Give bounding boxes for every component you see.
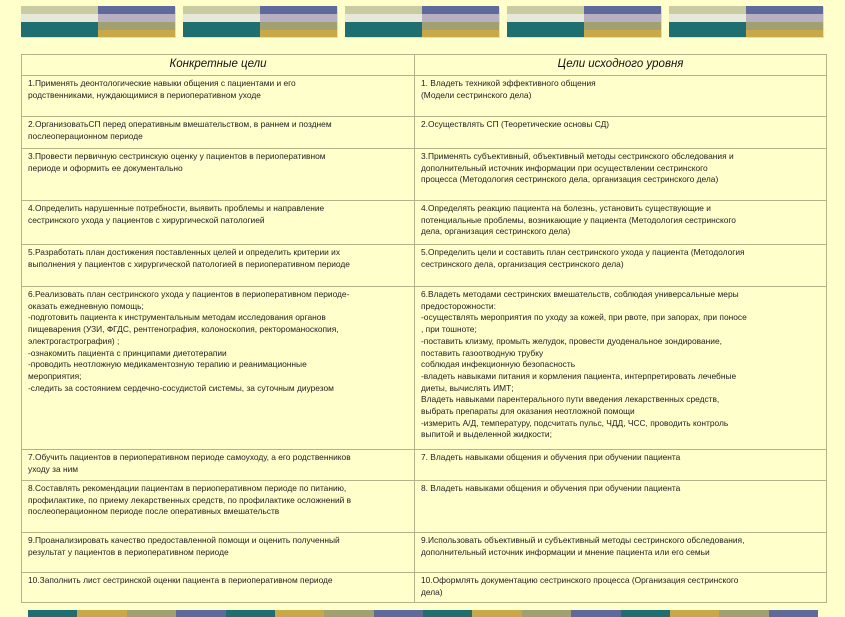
specific-goal-cell: 9.Проанализировать качество предоставленной помощи и оценить полученный результат у пациентов в периоперативном периоде xyxy=(22,533,415,573)
specific-goal-cell: 2.ОрганизоватьСП перед оперативным вмешательством, в раннем и позднем послеоперационном периоде xyxy=(22,117,415,149)
header-decoration-2 xyxy=(183,6,337,37)
header-decoration-3 xyxy=(345,6,499,37)
specific-goal-cell: 8.Составлять рекомендации пациентам в периоперативном периоде по питанию, профилактике, по приему лекарственных средств, по профилактике осложнений в послеоперационном периоде после оперативных вмешательств xyxy=(22,481,415,533)
specific-goal-cell: 10.Заполнить лист сестринской оценки пациента в периоперативном периоде xyxy=(22,573,415,603)
baseline-goal-cell: 4.Определять реакцию пациента на болезнь, установить существующие и потенциальные проблемы, возникающие у пациента (Методология сестринского дела, организация сестринского дела) xyxy=(415,201,827,245)
goals-table xyxy=(21,54,827,603)
baseline-goal-cell: 5.Определить цели и составить план сестринского ухода у пациента (Методология сестринского дела, организация сестринского дела) xyxy=(415,245,827,287)
table-row xyxy=(22,201,827,245)
table-row xyxy=(22,76,827,117)
specific-goal-cell: 6.Реализовать план сестринского ухода у пациентов в периоперативном периоде- оказать ежедневную помощь; -подготовить пациента к инструментальным методам исследования органов пищеварения (УЗИ, ФГДС, рентгенография, колоноскопия, ректороманоскопия, электрогастрография) ; -ознакомить пациента с принципами диетотерапии -проводить неотложную медикаментозную терапию и реанимационные мероприятия; -следить за состоянием сердечно-сосудистой системы, за суточным диурезом xyxy=(22,287,415,450)
baseline-goal-cell: 8. Владеть навыками общения и обучения при обучении пациента xyxy=(415,481,827,533)
table-row xyxy=(22,117,827,149)
table-row xyxy=(22,245,827,287)
baseline-goal-cell: 7. Владеть навыками общения и обучения при обучении пациента xyxy=(415,450,827,481)
header-specific-goals: Конкретные цели xyxy=(22,55,415,76)
specific-goal-cell: 5.Разработать план достижения поставленных целей и определить критерии их выполнения у пациентов с хирургической патологией в периоперативном периоде xyxy=(22,245,415,287)
table-row xyxy=(22,149,827,201)
baseline-goal-cell: 10.Оформлять документацию сестринского процесса (Организация сестринского дела) xyxy=(415,573,827,603)
header-decoration-5 xyxy=(669,6,823,37)
specific-goal-cell: 3.Провести первичную сестринскую оценку у пациентов в периоперативном периоде и оформить ее документально xyxy=(22,149,415,201)
footer-decoration xyxy=(28,610,818,617)
table-row xyxy=(22,287,827,450)
baseline-goal-cell: 6.Владеть методами сестринских вмешательств, соблюдая универсальные меры предосторожности: -осуществлять мероприятия по уходу за кожей, при рвоте, при запорах, при поносе , при тошноте; -поставить клизму, промыть желудок, провести дуоденальное зондирование, поставить газоотводную трубку соблюдая инфекционную безопасность -владеть навыками питания и кормления пациента, интерпретировать лечебные диеты, вычислять ИМТ; Владеть навыками парентерального пути введения лекарственных средств, выбрать препараты для оказания неотложной помощи -измерить А/Д, температуру, подсчитать пульс, ЧДД, ЧСС, проводить контроль выпитой и выделенной жидкости; xyxy=(415,287,827,450)
table-row xyxy=(22,450,827,481)
table-row xyxy=(22,533,827,573)
specific-goal-cell: 4.Определить нарушенные потребности, выявить проблемы и направление сестринского ухода у пациентов с хирургической патологией xyxy=(22,201,415,245)
header-decoration-1 xyxy=(21,6,175,37)
specific-goal-cell: 7.Обучить пациентов в периоперативном периоде самоуходу, а его родственников уходу за ним xyxy=(22,450,415,481)
baseline-goal-cell: 1. Владеть техникой эффективного общения (Модели сестринского дела) xyxy=(415,76,827,117)
header-baseline-goals: Цели исходного уровня xyxy=(415,55,827,76)
table-row xyxy=(22,573,827,603)
specific-goal-cell: 1.Применять деонтологические навыки общения с пациентами и его родственниками, нуждающимися в периоперативном уходе xyxy=(22,76,415,117)
table-header-row xyxy=(22,55,827,76)
baseline-goal-cell: 9.Использовать объективный и субъективный методы сестринского обследования, дополнительный источник информации и мнение пациента или его семьи xyxy=(415,533,827,573)
baseline-goal-cell: 2.Осуществлять СП (Теоретические основы СД) xyxy=(415,117,827,149)
baseline-goal-cell: 3.Применять субъективный, объективный методы сестринского обследования и дополнительный источник информации при осуществлении сестринского процесса (Методология сестринского дела, организация сестринского дела) xyxy=(415,149,827,201)
table-row xyxy=(22,481,827,533)
header-decoration-4 xyxy=(507,6,661,37)
